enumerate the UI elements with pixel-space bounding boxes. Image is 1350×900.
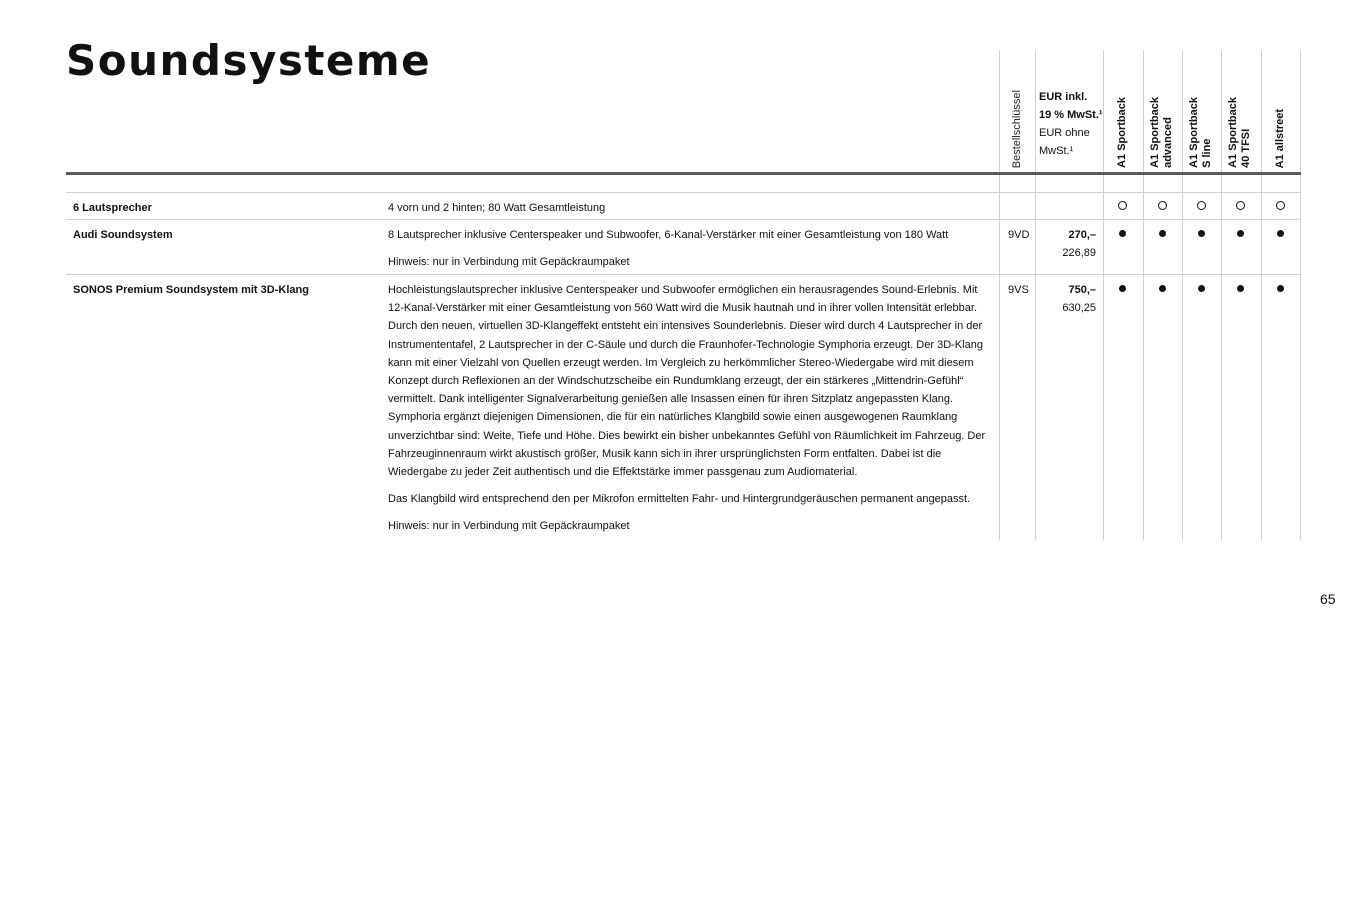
header-model-4-line1: A1 Sportback (1227, 97, 1239, 168)
row-description (388, 275, 988, 545)
header-model-4-line2: 40 TFSI (1240, 128, 1252, 168)
availability-mark (1261, 220, 1300, 240)
header-model-2-line2: advanced (1162, 117, 1174, 168)
standard-dot-icon (1237, 230, 1244, 237)
header-model-5 (1274, 109, 1287, 168)
row-price-excl: 226,89 (1062, 247, 1096, 260)
row-code (1008, 193, 1034, 199)
header-price-excl-line1: EUR ohne (1039, 127, 1090, 139)
row-name: SONOS Premium Soundsystem mit 3D-Klang (73, 284, 309, 296)
row-name: 6 Lautsprecher (73, 202, 152, 214)
table-row (66, 192, 1301, 220)
header-model-2-line1: A1 Sportback (1149, 97, 1161, 168)
header-model-2 (1149, 97, 1175, 168)
row-description-text: 8 Lautsprecher inklusive Centerspeaker und Subwoofer, 6-Kanal-Verstärker mit einer Gesamtleistung von 180 Watt (388, 229, 949, 241)
standard-dot-icon (1159, 285, 1166, 292)
row-price-excl: 630,25 (1062, 302, 1096, 315)
availability-mark (1261, 275, 1300, 295)
table-row (66, 219, 1301, 275)
row-price (1046, 275, 1096, 317)
table-row (66, 274, 1301, 541)
availability-mark (1221, 220, 1260, 240)
availability-mark (1103, 193, 1142, 213)
optional-circle-icon (1236, 201, 1245, 210)
standard-dot-icon (1119, 230, 1126, 237)
standard-dot-icon (1198, 285, 1205, 292)
availability-mark (1143, 275, 1182, 295)
row-price-incl: 750,– (1068, 284, 1096, 296)
header-order-key: Bestellschlüssel (1011, 89, 1023, 168)
availability-mark (1143, 220, 1182, 240)
header-model-3 (1188, 97, 1214, 168)
row-description-note: Hinweis: nur in Verbindung mit Gepäckraumpaket (388, 256, 630, 269)
row-description-note: Hinweis: nur in Verbindung mit Gepäckraumpaket (388, 520, 630, 533)
availability-mark (1182, 193, 1221, 213)
header-model-5-line1: A1 allstreet (1274, 108, 1286, 168)
header-model-3-line2: S line (1201, 138, 1213, 168)
row-description-text: 4 vorn und 2 hinten; 80 Watt Gesamtleistung (388, 202, 606, 214)
standard-dot-icon (1277, 285, 1284, 292)
row-code: 9VS (1008, 284, 1029, 296)
header-model-1-line1: A1 Sportback (1116, 97, 1128, 168)
availability-mark (1221, 193, 1260, 213)
header-price-incl-line2: 19 % MwSt.¹ (1039, 109, 1103, 121)
availability-mark (1103, 220, 1142, 240)
header-price-excl-line2: MwSt.¹ (1039, 145, 1074, 157)
header-price (1039, 88, 1103, 160)
row-name: Audi Soundsystem (73, 229, 173, 241)
row-description-text: Das Klangbild wird entsprechend den per Mikrofon ermittelten Fahr- und Hintergrundgeräuschen permanent angepasst. (388, 493, 971, 506)
header-model-4 (1227, 97, 1253, 168)
row-price (1046, 220, 1096, 262)
header-price-incl-line1: EUR inkl. (1039, 91, 1088, 103)
optional-circle-icon (1118, 201, 1127, 210)
row-price-incl: 270,– (1068, 229, 1096, 241)
page-number: 65 (1320, 591, 1336, 607)
header-rule (66, 172, 1301, 175)
availability-mark (1182, 275, 1221, 295)
standard-dot-icon (1119, 285, 1126, 292)
standard-dot-icon (1237, 285, 1244, 292)
row-code: 9VD (1008, 229, 1030, 241)
header-model-1 (1116, 97, 1129, 168)
header-model-3-line1: A1 Sportback (1188, 97, 1200, 168)
availability-mark (1143, 193, 1182, 213)
standard-dot-icon (1198, 230, 1205, 237)
row-description (388, 220, 988, 280)
availability-mark (1261, 193, 1300, 213)
availability-mark (1182, 220, 1221, 240)
availability-mark (1103, 275, 1142, 295)
availability-mark (1221, 275, 1260, 295)
page-title: Soundsysteme (66, 36, 432, 85)
row-price (1046, 193, 1096, 199)
standard-dot-icon (1277, 230, 1284, 237)
optional-circle-icon (1276, 201, 1285, 210)
optional-circle-icon (1158, 201, 1167, 210)
standard-dot-icon (1159, 230, 1166, 237)
optional-circle-icon (1197, 201, 1206, 210)
row-description-text: Hochleistungslautsprecher inklusive Centerspeaker und Subwoofer ermöglichen ein herausragendes Sound-Erlebnis. Mit 12-Kanal-Verstärker mit einer Gesamtleistung von 560 Watt wird die Musik hautnah und in ihrer vollen Intensität erlebbar. Durch den neuen, virtuellen 3D-Klangeffekt entsteht ein intensives Sounderlebnis. Dieser wird durch 4 Lautsprecher in der Instrumententafel, 2 Lautsprecher in der C-Säule und durch die Fraunhofer-Technologie Symphoria erzeugt. Der 3D-Klang kann mit einer Vielzahl von Quellen erzeugt werden. Im Vergleich zu herkömmlicher Stereo-Wiedergabe wird mit diesem Konzept durch Reflexionen an der Windschutzscheibe ein Rundumklang erzeugt, der ein stärkeres „Mittendrin-Gefühl“ vermittelt. Dank intelligenter Signalverarbeitung genießen alle Insassen einen für ihren Sitzplatz angepassten Klang. Symphoria ergänzt diejenigen Dimensionen, die für ein natürliches Klangbild sowie einen ausgewogenen Raumklang unverzichtbar sind: Weite, Tiefe und Höhe. Dies bewirkt ein bisher unbekanntes Gefühl von Räumlichkeit im Fahrzeug. Der Fahrzeuginnenraum wirkt akustisch größer, Musik kann sich in ihrer ursprünglichsten Form entfalten. Dabei ist die Wiedergabe zu jeder Zeit authentisch und die Effektstärke immer passgenau zum Audiomaterial. (388, 284, 986, 479)
